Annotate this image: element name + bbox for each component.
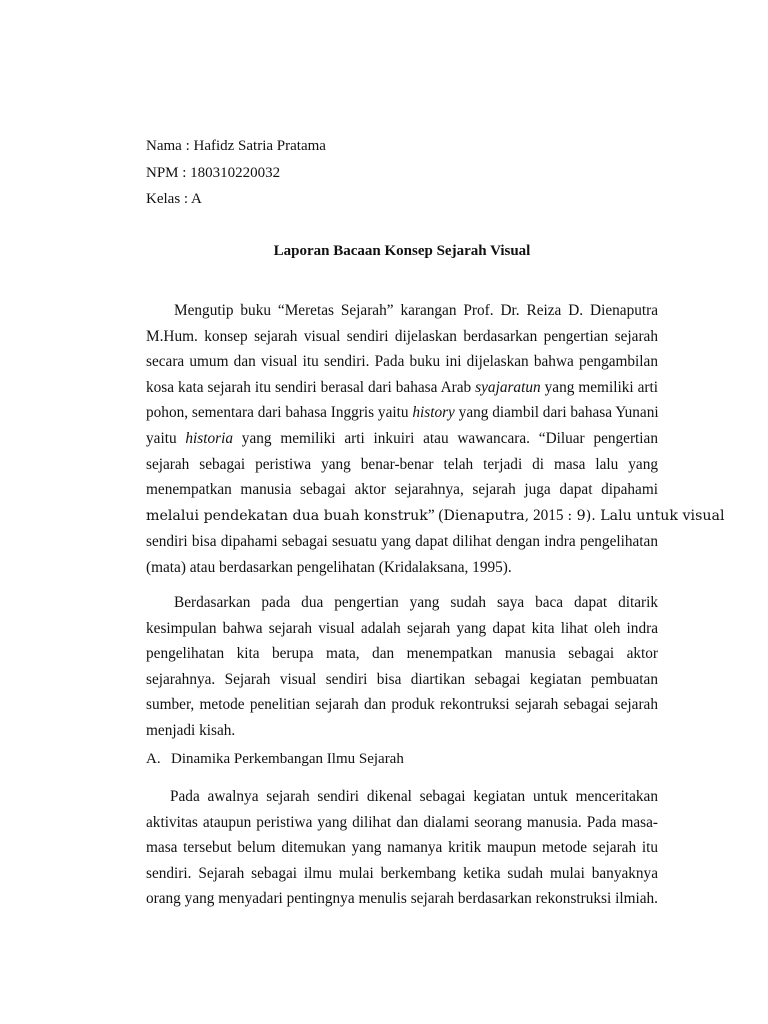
paragraph-line: M.Hum. konsep sejarah visual sendiri dijelaskan berdasarkan pengertian sejarah — [146, 327, 658, 345]
paragraph-line: Pada awalnya sejarah sendiri dikenal sebagai kegiatan untuk menceritakan — [170, 788, 658, 805]
paragraph-line: sendiri. Sejarah sebagai ilmu mulai berkembang ketika sudah mulai banyaknya — [146, 864, 658, 882]
paragraph-line: sendiri bisa dipahami sebagai sesuatu yang dapat dilihat dengan indra pengelihatan — [146, 533, 658, 551]
paragraph-line: Berdasarkan pada dua pengertian yang sudah saya baca dapat ditarik — [174, 594, 658, 611]
section-heading — [146, 751, 404, 768]
section-letter: A. — [146, 751, 161, 767]
italic-term: history — [412, 404, 455, 422]
student-class: Kelas : A — [146, 191, 202, 207]
paragraph-line: menempatkan manusia sebagai aktor sejarahnya, sejarah juga dapat dipahami — [146, 481, 658, 499]
document-title: Laporan Bacaan Konsep Sejarah Visual — [273, 243, 531, 259]
paragraph-line: melalui pendekatan dua buah konstruk” (Dienaputra, 2015 : 9). Lalu untuk visual — [146, 506, 725, 524]
paragraph-line: sumber, metode penelitian sejarah dan produk rekontruksi sejarah sebagai sejarah — [146, 696, 658, 714]
paragraph-line: masa tersebut belum ditemukan yang namanya kritik maupun metode sejarah itu — [146, 839, 658, 857]
paragraph-line: sejarahnya. Sejarah visual sendiri bisa diartikan sebagai kegiatan pembuatan — [146, 670, 658, 688]
paragraph-line: kesimpulan bahwa sejarah visual adalah sejarah yang dapat kita lihat oleh indra — [146, 619, 658, 637]
paragraph-line: yaitu historia yang memiliki arti inkuiri atau wawancara. “Diluar pengertian — [146, 429, 658, 447]
student-info — [146, 137, 326, 217]
paragraph-2 — [146, 590, 658, 744]
paragraph-line: sejarah sebagai peristiwa yang benar-benar telah terjadi di masa lalu yang — [146, 455, 658, 473]
section-title: Dinamika Perkembangan Ilmu Sejarah — [171, 751, 404, 767]
paragraph-line: kosa kata sejarah itu sendiri berasal dari bahasa Arab syajaratun yang memiliki arti — [146, 378, 658, 396]
paragraph-line: Mengutip buku “Meretas Sejarah” karangan Prof. Dr. Reiza D. Dienaputra — [174, 302, 658, 319]
paragraph-3 — [146, 784, 658, 912]
italic-term: syajaratun — [475, 378, 541, 396]
paragraph-line: (mata) atau berdasarkan pengelihatan (Kridalaksana, 1995). — [146, 558, 512, 576]
italic-term: historia — [185, 429, 233, 447]
paragraph-line: pohon, sementara dari bahasa Inggris yaitu history yang diambil dari bahasa Yunani — [146, 404, 659, 422]
paragraph-line: aktivitas ataupun peristiwa yang dilihat dan dialami seorang manusia. Pada masa- — [146, 813, 658, 831]
paragraph-line: secara umum dan visual itu sendiri. Pada buku ini dijelaskan bahwa pengambilan — [146, 353, 658, 371]
paragraph-line: pengelihatan kita berupa mata, dan menempatkan manusia sebagai aktor — [146, 645, 658, 663]
paragraph-line: menjadi kisah. — [146, 721, 236, 739]
paragraph-line: orang yang menyadari pentingnya menulis sejarah berdasarkan rekonstruksi ilmiah. — [146, 890, 658, 908]
student-npm: NPM : 180310220032 — [146, 164, 281, 181]
student-name: Nama : Hafidz Satria Pratama — [146, 138, 326, 154]
paragraph-1 — [146, 298, 725, 581]
